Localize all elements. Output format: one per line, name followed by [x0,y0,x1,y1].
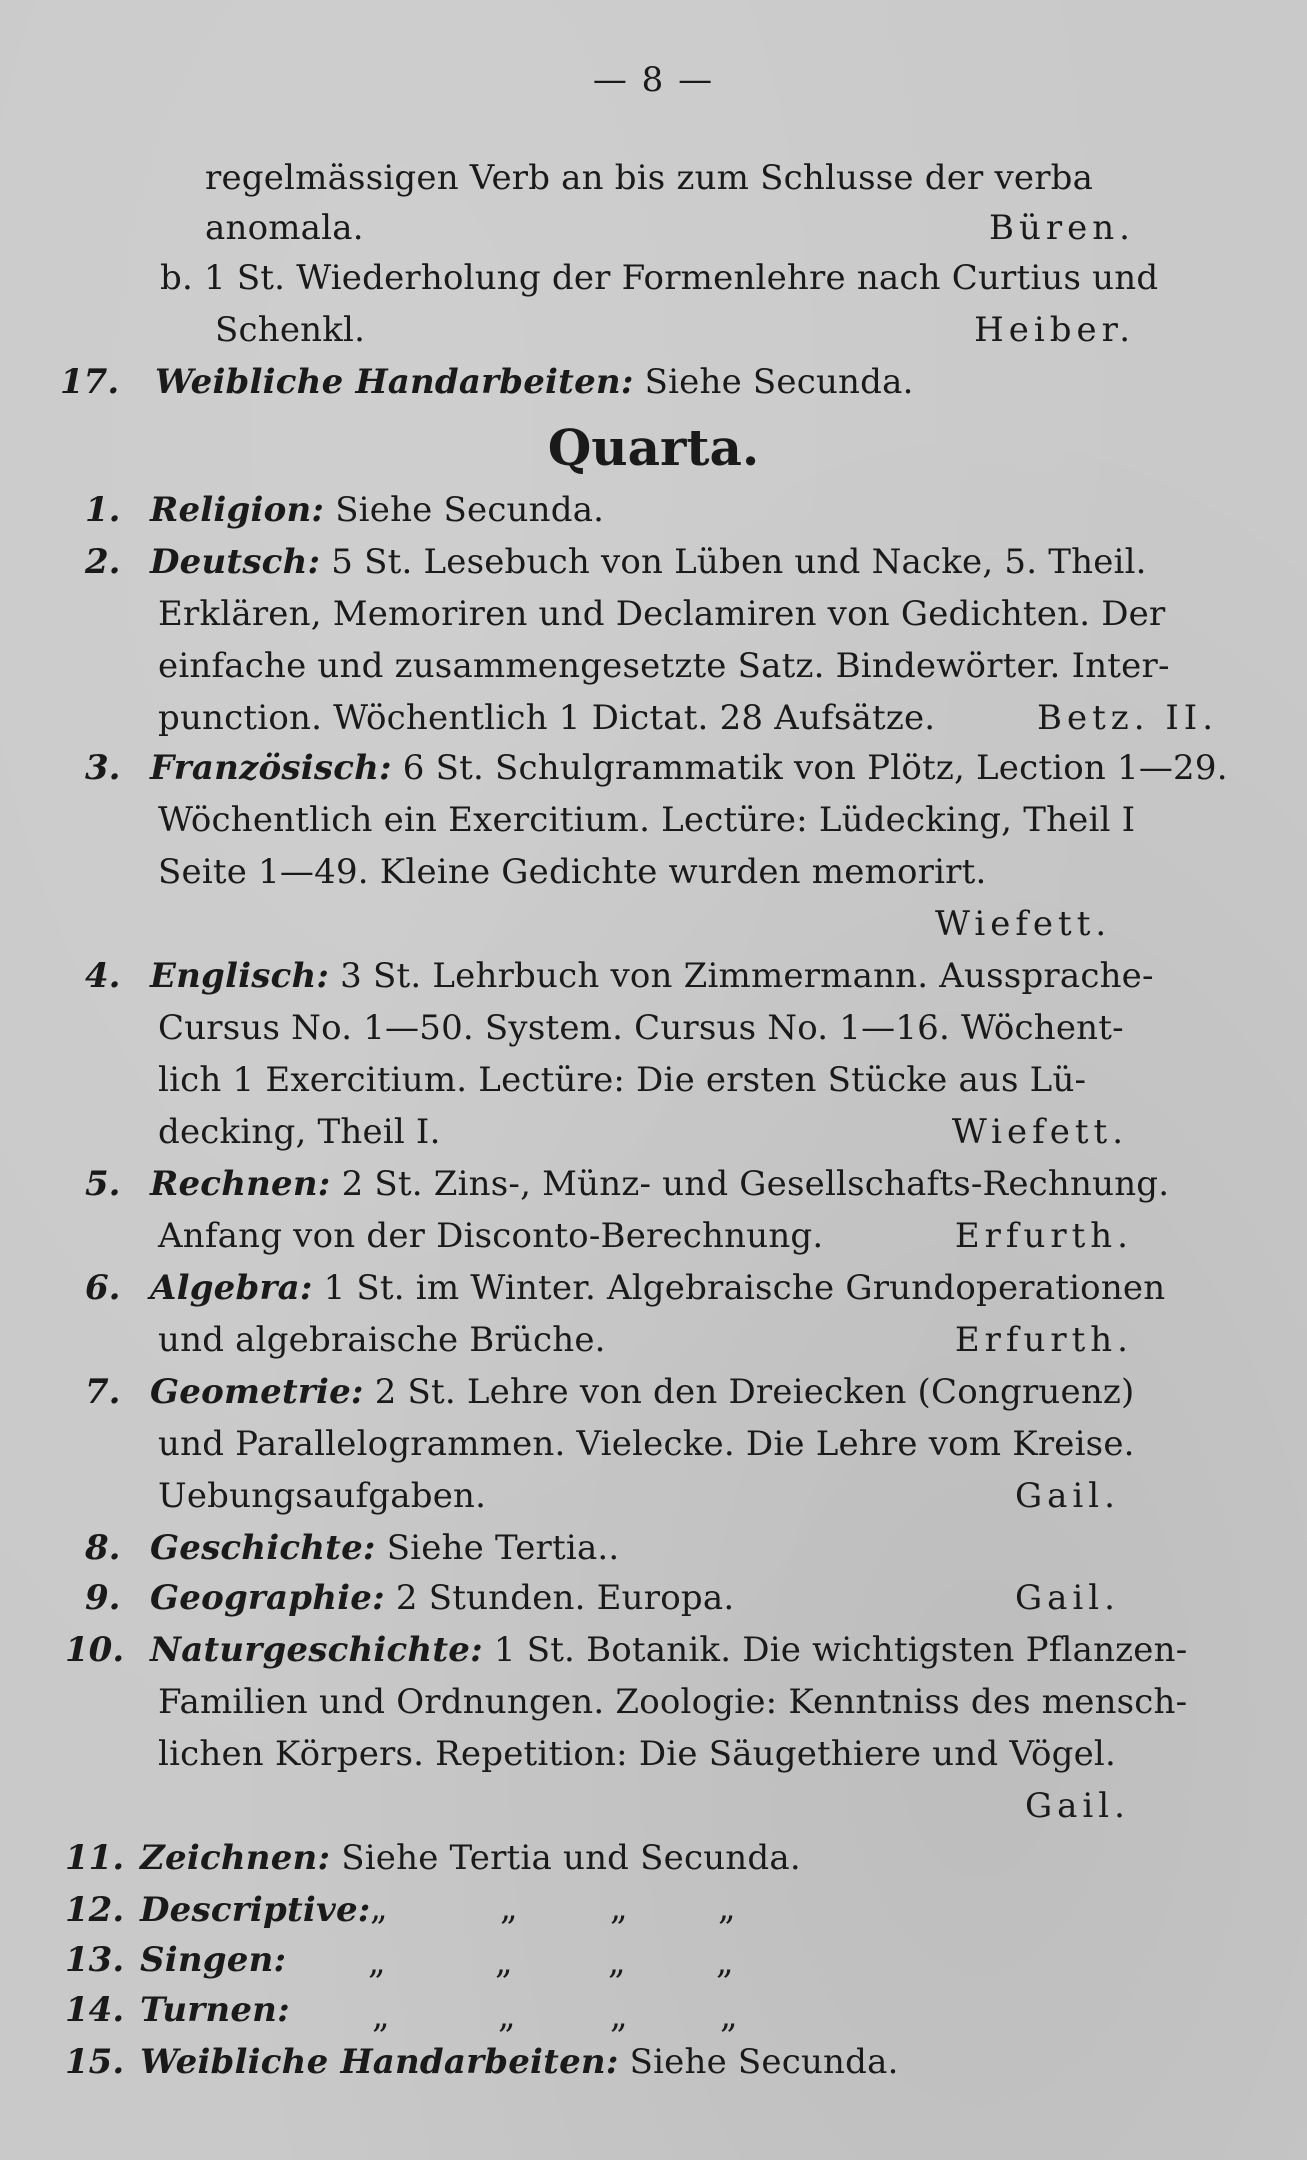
item-3-subject: Französisch: [150,748,392,788]
ditto-mark: „ [610,1996,628,2036]
teacher-erfurth-6: Erfurth. [954,1320,1133,1360]
item-4-line-1: Englisch: 3 St. Lehrbuch von Zimmermann. Aussprache- [150,956,1154,996]
teacher-wiefett-4: Wiefett. [951,1112,1128,1152]
item-3-number: 3. [85,748,121,788]
item-6-subject: Algebra: [150,1268,313,1308]
item-3-line-3: Seite 1—49. Kleine Gedichte wurden memorirt. [158,852,987,892]
item-1-subject: Religion: [150,490,325,530]
item-5-line-1: Rechnen: 2 St. Zins-, Münz- und Gesellschafts-Rechnung. [150,1164,1170,1204]
item-2-line-4: punction. Wöchentlich 1 Dictat. 28 Aufsätze. Betz. II. [158,698,1218,738]
ditto-mark: „ [495,1942,513,1982]
item-11-subject: Zeichnen: [140,1838,331,1878]
item-5-line-2: Anfang von der Disconto-Berechnung. Erfurth. [158,1216,1133,1256]
item-9-line-1: Geographie: 2 Stunden. Europa. [150,1578,735,1618]
teacher-bueren: Büren. [989,208,1135,248]
page-number: — 8 — [592,60,715,100]
intro-line-2 [205,208,1135,248]
ditto-mark: „ [370,1888,388,1928]
item-6-line-1: Algebra: 1 St. im Winter. Algebraische Grundoperationen [150,1268,1166,1308]
item-9-number: 9. [85,1578,121,1618]
item-7-line-1: Geometrie: 2 St. Lehre von den Dreiecken (Congruenz) [150,1372,1135,1412]
item-12-number: 12. [65,1890,125,1930]
item-11-number: 11. [65,1838,125,1878]
item-7-line-3: Uebungsaufgaben. Gail. [158,1476,1120,1516]
ditto-mark: „ [368,1942,386,1982]
item-15-line-1: Weibliche Handarbeiten: Siehe Secunda. [140,2042,899,2082]
intro-line-1: regelmässigen Verb an bis zum Schlusse der verba [205,158,1094,198]
item-2-line-1: Deutsch: 5 St. Lesebuch von Lüben und Nacke, 5. Theil. [150,542,1147,582]
ditto-mark: „ [608,1942,626,1982]
item-17-number: 17. [60,362,120,402]
item-14-number: 14. [65,1990,125,2030]
item-10-number: 10. [65,1630,125,1670]
item-7-line-2: und Parallelogrammen. Vielecke. Die Lehre vom Kreise. [158,1424,1135,1464]
item-10-line-2: Familien und Ordnungen. Zoologie: Kenntniss des mensch- [158,1682,1188,1722]
intro-line-2-text: anomala. [205,208,364,248]
ditto-mark: „ [610,1888,628,1928]
ditto-mark: „ [716,1942,734,1982]
item-13-number: 13. [65,1940,125,1980]
item-7-subject: Geometrie: [150,1372,364,1412]
intro-line-4 [215,310,1135,350]
item-10-subject: Naturgeschichte: [150,1630,483,1670]
item-12-subject: Descriptive: [140,1890,371,1930]
item-4-line-4: decking, Theil I. Wiefett. [158,1112,1128,1152]
item-1-number: 1. [85,490,121,530]
item-17-text: Siehe Secunda. [644,362,914,402]
teacher-gail-7: Gail. [1015,1476,1120,1516]
item-3-line-2: Wöchentlich ein Exercitium. Lectüre: Lüdecking, Theil I [158,800,1136,840]
item-1-line-1: Religion: Siehe Secunda. [150,490,605,530]
teacher-heiber: Heiber. [974,310,1135,350]
item-9-subject: Geographie: [150,1578,385,1618]
ditto-mark: „ [720,1996,738,2036]
ditto-mark: „ [500,1888,518,1928]
item-15-number: 15. [65,2042,125,2082]
item-6-line-2: und algebraische Brüche. Erfurth. [158,1320,1133,1360]
item-8-line-1: Geschichte: Siehe Tertia.. [150,1528,620,1568]
item-7-number: 7. [85,1372,121,1412]
ditto-mark: „ [372,1996,390,2036]
item-14-line-1 [140,1990,290,2030]
item-17-subject: Weibliche Handarbeiten: [155,362,634,402]
intro-line-4-text: Schenkl. [215,310,366,350]
intro-line-3: b. 1 St. Wiederholung der Formenlehre nach Curtius und [160,258,1159,298]
ditto-mark: „ [718,1888,736,1928]
item-15-subject: Weibliche Handarbeiten: [140,2042,619,2082]
item-4-line-3: lich 1 Exercitium. Lectüre: Die ersten Stücke aus Lü- [158,1060,1087,1100]
item-17-line [155,362,914,402]
teacher-gail-10: Gail. [1025,1786,1130,1826]
item-11-line-1: Zeichnen: Siehe Tertia und Secunda. [140,1838,801,1878]
item-10-line-3: lichen Körpers. Repetition: Die Säugethiere und Vögel. [158,1734,1117,1774]
item-4-line-2: Cursus No. 1—50. System. Cursus No. 1—16. Wöchent- [158,1008,1124,1048]
item-5-number: 5. [85,1164,121,1204]
item-12-line-1 [140,1890,371,1930]
item-8-subject: Geschichte: [150,1528,376,1568]
item-13-subject: Singen: [140,1940,287,1980]
item-14-subject: Turnen: [140,1990,290,2030]
item-2-subject: Deutsch: [150,542,321,582]
item-8-number: 8. [85,1528,121,1568]
item-3-line-1: Französisch: 6 St. Schulgrammatik von Plötz, Lection 1—29. [150,748,1228,788]
item-13-line-1 [140,1940,286,1980]
teacher-betz: Betz. II. [1037,698,1218,738]
item-4-subject: Englisch: [150,956,330,996]
item-2-line-3: einfache und zusammengesetzte Satz. Bindewörter. Inter- [158,646,1170,686]
teacher-wiefett-3: Wiefett. [935,904,1112,944]
item-10-line-1: Naturgeschichte: 1 St. Botanik. Die wichtigsten Pflanzen- [150,1630,1188,1670]
ditto-mark: „ [498,1996,516,2036]
item-4-number: 4. [85,956,121,996]
item-2-number: 2. [85,542,121,582]
teacher-gail-9: Gail. [1015,1578,1120,1618]
item-2-line-2: Erklären, Memoriren und Declamiren von Gedichten. Der [158,594,1166,634]
teacher-erfurth-5: Erfurth. [954,1216,1133,1256]
item-6-number: 6. [85,1268,121,1308]
item-5-subject: Rechnen: [150,1164,331,1204]
section-heading-quarta: Quarta. [547,418,760,477]
